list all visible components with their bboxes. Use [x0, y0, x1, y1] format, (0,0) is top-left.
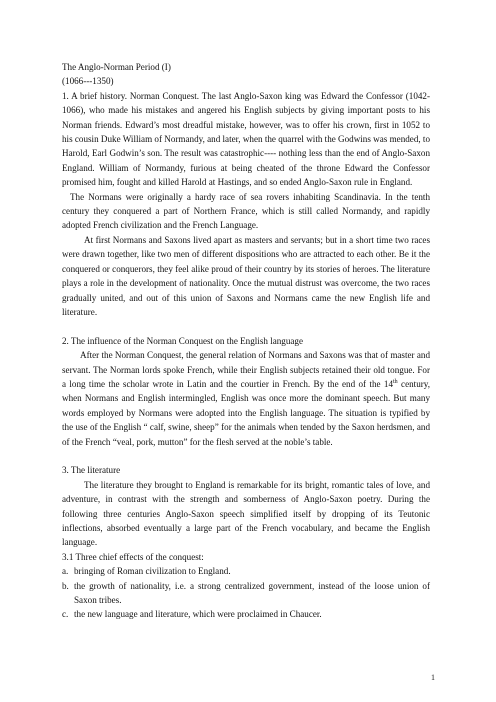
- paragraph-gap: [62, 319, 430, 333]
- effects-list: [62, 564, 430, 622]
- list-item-text: bringing of Roman civilization to England.: [74, 566, 231, 577]
- section3-paragraph: The literature they brought to England is remarkable for its bright, romantic tales of love, and adventure, in contrast with the strength and somberness of Anglo-Saxon poetry. During the following three centuries Anglo-Saxon speech simplified itself by dropping of its Teutonic inflections, absorbed eventually a large part of the French vocabulary, and became the English language.: [62, 479, 430, 548]
- list-item-text: the growth of nationality, i.e. a strong centralized government, instead of the loose union of Saxon tribes.: [74, 580, 430, 605]
- section2-text-part2: century, when Normans and English intermingled, English was once more the dominant speech. But many words employed by Normans were adopted into the English language. The situation is typified by the use of the English “ calf, swine, sheep” for the animals when tended by the Saxon herdsmen, and of the French “veal, pork, mutton” for the flesh served at the noble’s table.: [62, 378, 431, 447]
- document-title: The Anglo-Norman Period (I): [62, 62, 171, 72]
- paragraph-gap: [62, 449, 430, 463]
- section2-paragraph: [62, 348, 430, 449]
- section2-text-part1: After the Norman Conquest, the general relation of Normans and Saxons was that of master and servant. The Norman lords spoke French, while their English subjects retained their old tongue. For a long time the scholar wrote in Latin and the courtier in French. By the end of the 14: [62, 350, 430, 389]
- subsection-heading: 3.1 Three chief effects of the conquest:: [62, 551, 204, 562]
- section2-superscript: th: [393, 378, 398, 385]
- list-marker: a.: [62, 566, 69, 577]
- document-body: [62, 60, 430, 622]
- section1-paragraph1: 1. A brief history. Norman Conquest. The last Anglo-Saxon king was Edward the Confessor (1042-1066), who made his mistakes and angered his English subjects by giving important posts to his Norman friends. Edward’s most dreadful mistake, however, was to offer his crown, first in 1052 to his cousin Duke William of Normandy, and later, when the quarrel with the Godwins was mended, to Harold, Earl Godwin’s son. The result was catastrophic---- nothing less than the end of Anglo-Saxon England. William of Normandy, furious at being cheated of the throne Edward the Confessor promised him, fought and killed Harold at Hastings, and so ended Anglo-Saxon rule in England.: [62, 90, 430, 188]
- list-item: [62, 579, 430, 608]
- page-number: 1: [431, 673, 435, 682]
- section1-paragraph2: The Normans were originally a hardy race of sea rovers inhabiting Scandinavia. In the tenth century they conquered a part of Northern France, which is still called Normandy, and rapidly adopted French civilization and the French Language.: [62, 191, 430, 231]
- document-dates: (1066---1350): [62, 76, 114, 87]
- list-marker: c.: [62, 609, 69, 620]
- list-item-text: the new language and literature, which were proclaimed in Chaucer.: [74, 609, 322, 620]
- list-item: [62, 607, 430, 621]
- section2-heading: 2. The influence of the Norman Conquest on the English language: [62, 335, 304, 346]
- list-item: [62, 564, 430, 578]
- list-marker: b.: [62, 580, 69, 591]
- section1-paragraph3: At first Normans and Saxons lived apart as masters and servants; but in a short time two races were drawn together, like two men of different dispositions who are attracted to each other. Be it the conquered or conquerors, they feel alike proud of their country by its stories of heroes. The literature plays a role in the development of nationality. Once the mutual distrust was overcome, the two races gradually united, and out of this union of Saxons and Normans came the new English life and literature.: [62, 234, 430, 317]
- section3-heading: 3. The literature: [62, 465, 121, 476]
